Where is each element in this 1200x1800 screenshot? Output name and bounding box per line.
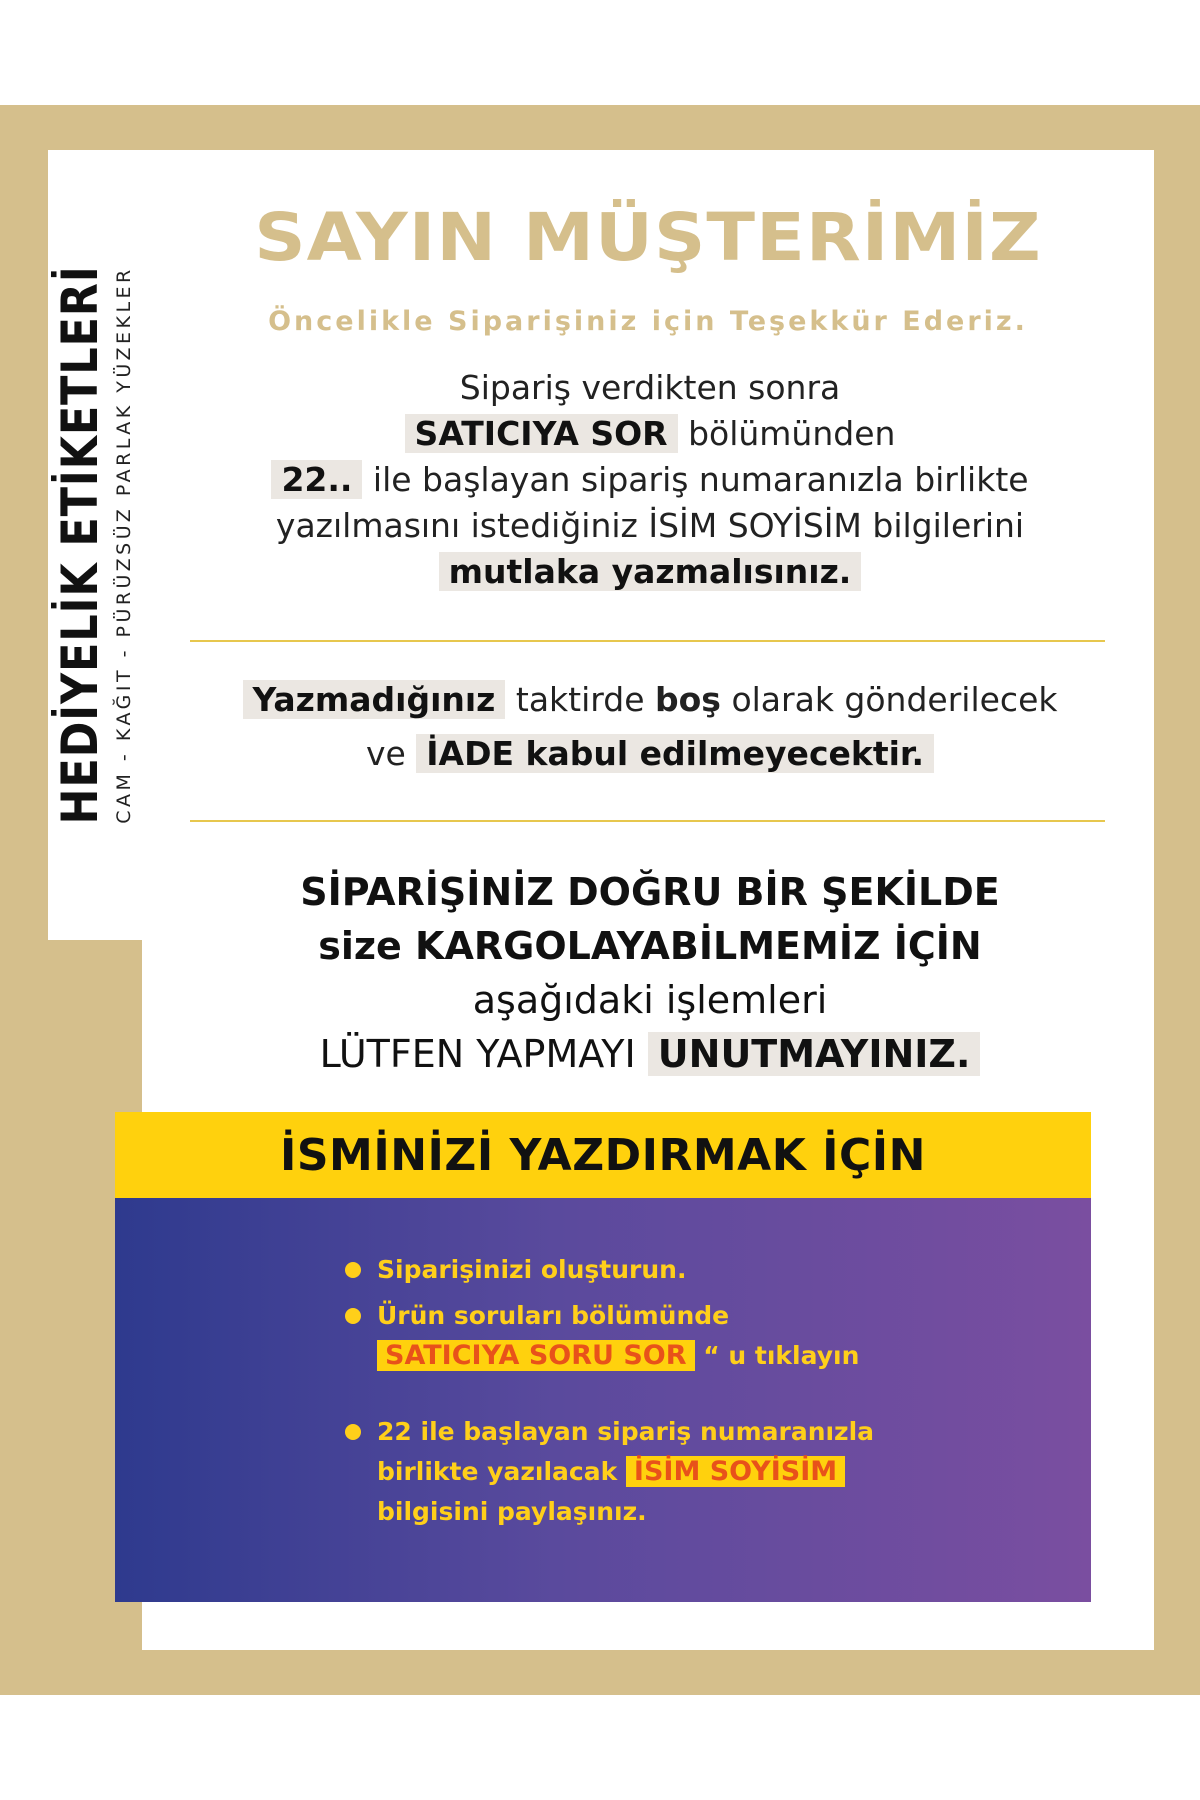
step-text: Siparişinizi oluşturun. (377, 1255, 687, 1284)
shipping-block (190, 865, 1110, 1081)
bullet-icon (345, 1424, 361, 1440)
warning-text: taktirde (505, 680, 656, 719)
instruction-text: ile başlayan sipariş numaranızla birlikte (362, 460, 1029, 499)
shipping-line: aşağıdaki işlemleri (472, 978, 828, 1022)
step-text: 22 ile başlayan sipariş numaranızla (377, 1417, 875, 1446)
list-item (345, 1412, 1065, 1532)
page-title: SAYIN MÜŞTERİMİZ (254, 199, 1042, 276)
step-text: Ürün soruları bölümünde (377, 1301, 730, 1330)
instruction-line (190, 411, 1110, 457)
step-text: “ u tıklayın (694, 1341, 860, 1370)
list-item (345, 1296, 1065, 1376)
bullet-icon (345, 1308, 361, 1324)
step-text (377, 1336, 1065, 1376)
instruction-line: yazılmasını istediğiniz İSİM SOYİSİM bilgilerini (275, 506, 1025, 545)
step-text: bilgisini paylaşınız. (377, 1497, 647, 1526)
bullet-icon (345, 1262, 361, 1278)
banner-title: İSMİNİZİ YAZDIRMAK İÇİN (280, 1129, 926, 1181)
highlight-satıcıya-sor: SATICIYA SOR (405, 414, 678, 453)
step-text: birlikte yazılacak (377, 1457, 626, 1486)
spacer (345, 1382, 1065, 1412)
highlight-22: 22.. (271, 460, 362, 499)
highlight-yazmadiginiz: Yazmadığınız (243, 680, 506, 719)
instruction-text: bölümünden (677, 414, 896, 453)
side-subtitle: CAM - KAĞIT - PÜRÜZSÜZ PARLAK YÜZEKLER (113, 266, 135, 824)
highlight-unutmayiniz: UNUTMAYINIZ. (648, 1032, 981, 1076)
warning-bos: boş (655, 680, 721, 719)
instruction-line: Sipariş verdikten sonra (459, 368, 841, 407)
tag-saticiya-soru-sor: SATICIYA SORU SOR (377, 1340, 695, 1371)
list-item (345, 1250, 1065, 1290)
warning-block (190, 677, 1110, 777)
instruction-block-1 (190, 365, 1110, 595)
highlight-iade: İADE kabul edilmeyecektir. (416, 734, 934, 773)
shipping-text: LÜTFEN YAPMAYI (319, 1032, 648, 1076)
highlight-mutlaka: mutlaka yazmalısınız. (439, 552, 862, 591)
shipping-line (190, 1027, 1110, 1081)
divider (190, 640, 1105, 642)
shipping-line: size KARGOLAYABİLMEMİZ İÇİN (318, 924, 982, 968)
warning-line (190, 731, 1110, 777)
side-title: HEDİYELİK ETİKETLERİ (51, 265, 109, 825)
shipping-line: SİPARİŞİNİZ DOĞRU BİR ŞEKİLDE (300, 870, 1000, 914)
page-subtitle: Öncelikle Siparişiniz için Teşekkür Ederiz. (268, 306, 1028, 337)
instruction-line (190, 457, 1110, 503)
steps-list (345, 1250, 1065, 1538)
warning-text: olarak gönderilecek (720, 680, 1058, 719)
step-text (377, 1452, 1065, 1492)
instruction-line (190, 549, 1110, 595)
warning-line (190, 677, 1110, 723)
divider (190, 820, 1105, 822)
tag-isim-soyisim: İSİM SOYİSİM (626, 1456, 845, 1487)
banner (115, 1112, 1091, 1198)
warning-text: ve (365, 734, 417, 773)
